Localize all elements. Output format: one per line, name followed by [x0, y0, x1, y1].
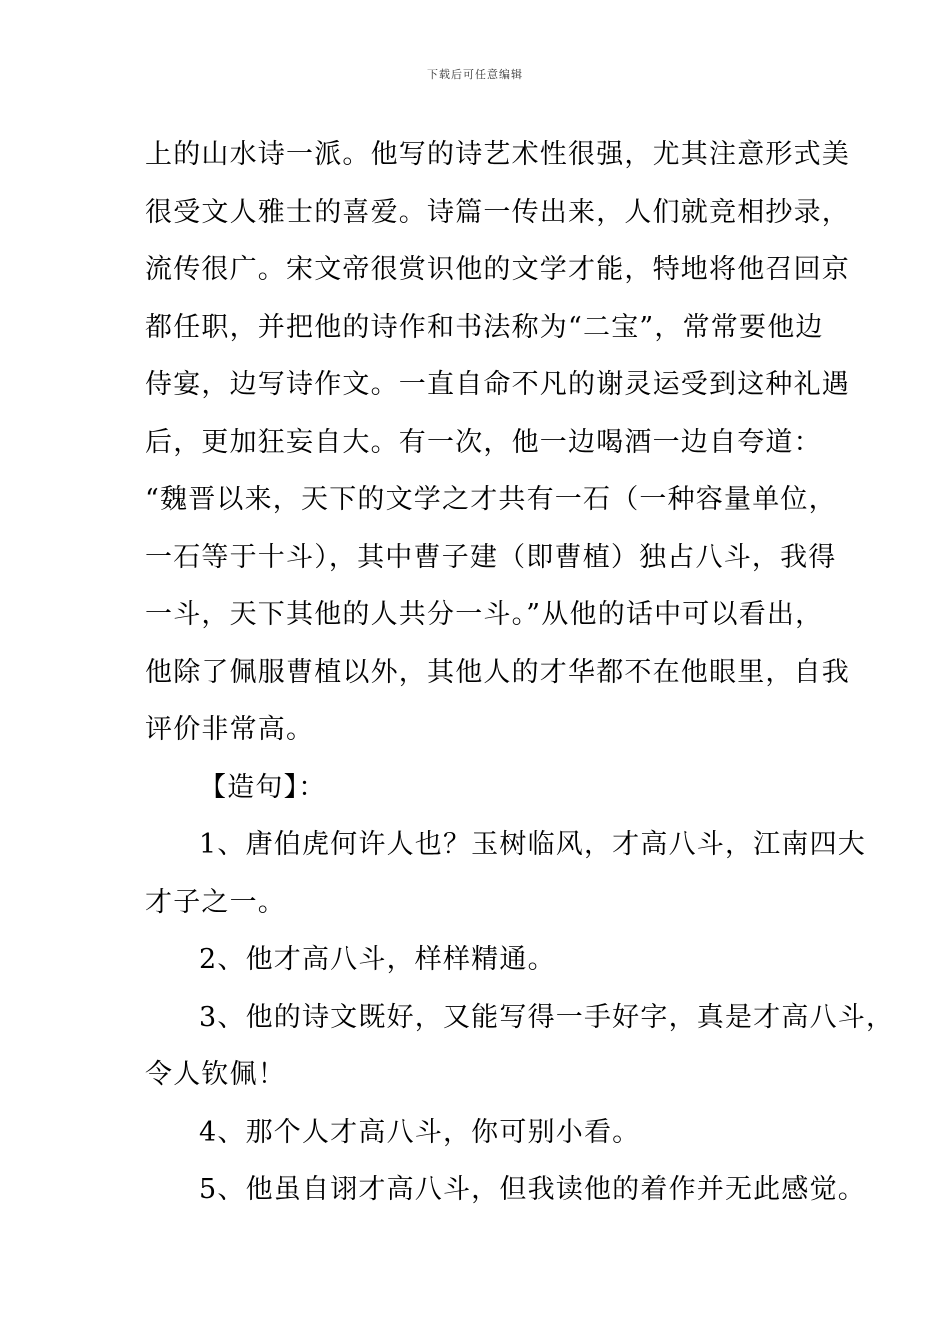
example-sentence: 2、他才高八斗，样样精通。 — [199, 944, 556, 975]
paragraph-line: 后，更加狂妄自大。有一次，他一边喝酒一边自夸道： — [145, 426, 822, 458]
paragraph-line: 都任职，并把他的诗作和书法称为“二宝”，常常要他边 — [145, 311, 824, 343]
example-sentence: 4、那个人才高八斗，你可别小看。 — [199, 1116, 641, 1148]
paragraph-line: “魏晋以来，天下的文学之才共有一石（一种容量单位， — [145, 484, 837, 515]
example-sentence-continuation: 令人钦佩！ — [145, 1059, 286, 1090]
paragraph-line: 侍宴，边写诗作文。一直自命不凡的谢灵运受到这种礼遇 — [145, 369, 850, 400]
paragraph-line: 一石等于十斗），其中曹子建（即曹植）独占八斗，我得 — [145, 541, 837, 573]
paragraph-line: 一斗，天下其他的人共分一斗。”从他的话中可以看出， — [145, 599, 824, 630]
document-body — [145, 126, 895, 1219]
example-sentence: 3、他的诗文既好，又能写得一手好字，真是才高八斗， — [199, 1001, 895, 1033]
paragraph-line: 流传很广。宋文帝很赏识他的文学才能，特地将他召回京 — [145, 254, 850, 285]
example-sentence-continuation: 才子之一。 — [145, 886, 286, 918]
paragraph-line: 评价非常高。 — [145, 714, 315, 745]
paragraph-line: 很受文人雅士的喜爱。诗篇一传出来，人们就竞相抄录， — [145, 196, 850, 228]
paragraph-line: 他除了佩服曹植以外，其他人的才华都不在他眼里，自我 — [145, 656, 850, 688]
page-header: 下载后可任意编辑 — [427, 68, 523, 81]
example-sentence: 1、唐伯虎何许人也？玉树临风，才高八斗，江南四大 — [199, 829, 866, 860]
section-heading: 【造句】： — [199, 771, 327, 803]
example-sentence: 5、他虽自诩才高八斗，但我读他的着作并无此感觉。 — [199, 1174, 866, 1205]
paragraph-line: 上的山水诗一派。他写的诗艺术性很强，尤其注意形式美 — [145, 139, 850, 170]
